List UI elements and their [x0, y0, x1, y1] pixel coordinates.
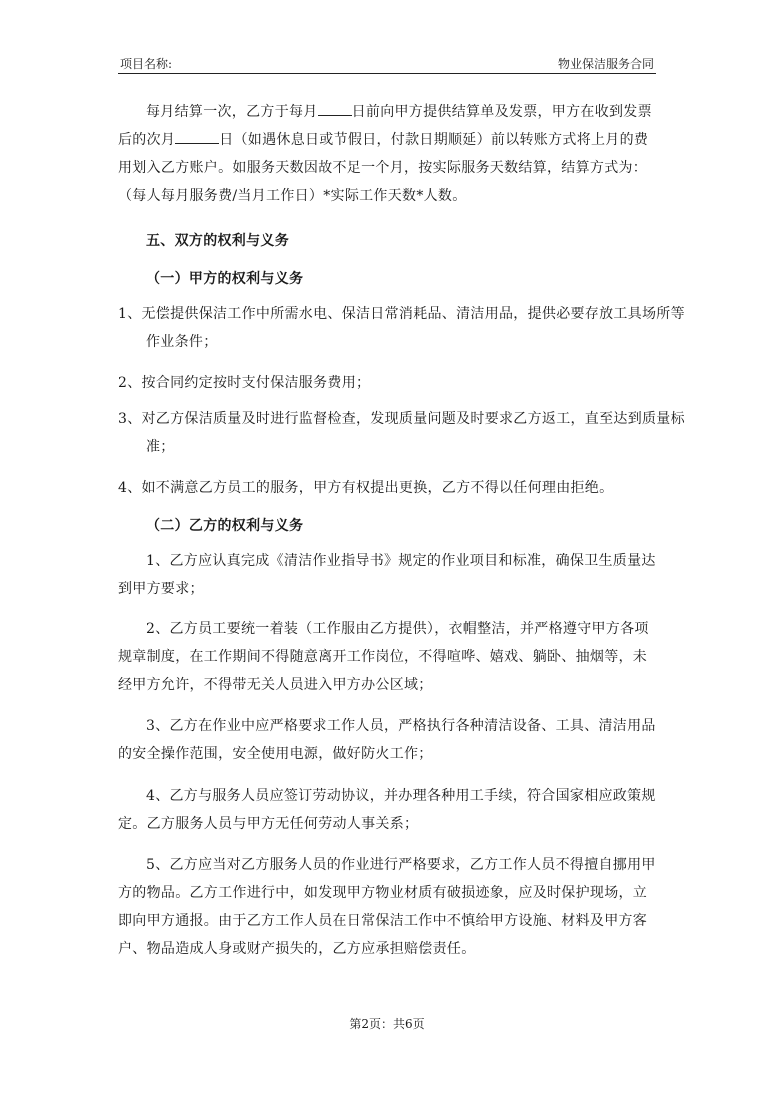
party-b-item-4: 4、乙方与服务人员应签订劳动协议，并办理各种用工手续，符合国家相应政策规定。乙方服务人员与甲方无任何劳动人事关系； [118, 788, 656, 832]
page-header [118, 55, 656, 74]
party-b-item-3: 3、乙方在作业中应严格要求工作人员，严格执行各种清洁设备、工具、清洁用品的安全操作范围，安全使用电源，做好防火工作； [118, 718, 656, 762]
party-a-item-2: 2、按合同约定按时支付保洁服务费用； [118, 375, 371, 391]
party-a-item-4: 4、如不满意乙方员工的服务，甲方有权提出更换，乙方不得以任何理由拒绝。 [118, 480, 614, 496]
party-a-item-3: 3、对乙方保洁质量及时进行监督检查，发现质量问题及时要求乙方返工，直至达到质量标准； [118, 411, 685, 455]
party-b-item-1: 1、乙方应认真完成《清洁作业指导书》规定的作业项目和标准，确保卫生质量达到甲方要求； [118, 553, 656, 597]
section-5-heading: 五、双方的权利与义务 [146, 233, 289, 249]
settlement-text-3: 日（如遇休息日或节假日，付款日期顺延）前以转账方式将上月的费用划入乙方账户。如服务天数因故不足一个月，按实际服务天数结算，结算方式为：（每人每月服务费/当月工作日）*实际工作天数*人数。 [118, 132, 649, 204]
blank-day-2 [175, 129, 219, 144]
document-title: 物业保洁服务合同 [557, 57, 654, 71]
page-number: 第2页：共6页 [349, 1017, 425, 1031]
settlement-text-1: 每月结算一次，乙方于每月 [146, 104, 318, 120]
party-a-item-1: 1、无偿提供保洁工作中所需水电、保洁日常消耗品、清洁用品，提供必要存放工具场所等作业条件； [118, 306, 685, 350]
party-b-item-5: 5、乙方应当对乙方服务人员的作业进行严格要求，乙方工作人员不得擅自挪用甲方的物品。乙方工作进行中，如发现甲方物业材质有破损迹象，应及时保护现场，立即向甲方通报。由于乙方工作人员在日常保洁工作中不慎给甲方设施、材料及甲方客户、物品造成人身或财产损失的，乙方应承担赔偿责任。 [118, 857, 656, 957]
party-a-heading: （一）甲方的权利与义务 [146, 271, 304, 287]
party-b-heading: （二）乙方的权利与义务 [146, 518, 304, 534]
project-name-label: 项目名称: [120, 57, 173, 71]
settlement-text-2: 日前向甲方提供结算单及发票，甲方在收到发票后的次月 [118, 104, 652, 148]
settlement-paragraph [118, 98, 658, 210]
party-b-item-2: 2、乙方员工要统一着装（工作服由乙方提供），衣帽整洁，并严格遵守甲方各项规章制度，在工作期间不得随意离开工作岗位，不得喧哗、嬉戏、躺卧、抽烟等，未经甲方允许，不得带无关人员进入甲方办公区域； [118, 621, 649, 693]
blank-day-1 [318, 101, 352, 116]
